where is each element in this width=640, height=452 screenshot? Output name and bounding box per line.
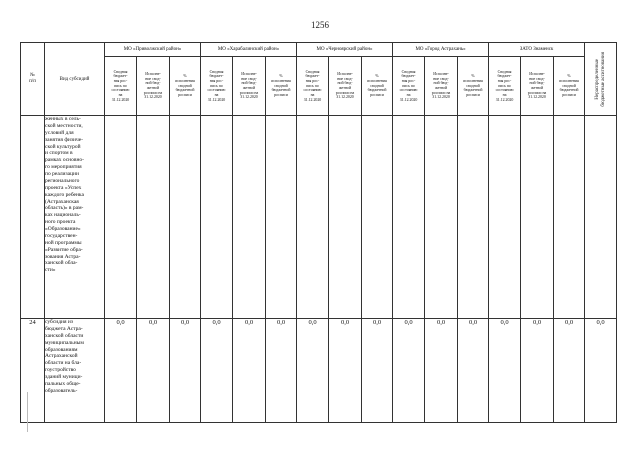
value-cell: 0,0 [425, 319, 458, 423]
header-sub-2-2: % исполнения сводной бюджетной росписи [362, 57, 393, 116]
subsidy-type-line: ках националь- [45, 212, 81, 219]
table-row [21, 116, 617, 319]
value-cell: 0,0 [554, 319, 585, 423]
header-mo-2: МО «Черноярский район» [297, 43, 393, 57]
header-sub-1-2: % исполнения сводной бюджетной росписи [266, 57, 297, 116]
value-cell [585, 116, 617, 319]
subsidy-type-line: зданий муници- [45, 374, 83, 380]
header-sub-2-1: Исполне- ние свод- ной бюд- жетной росписи на 31.12.2020 [329, 57, 362, 116]
header-sub-0-1: Исполне- ние свод- ной бюд- жетной росписи на 31.12.2020 [137, 57, 170, 116]
subsidy-type-line: государствен- [45, 232, 78, 239]
subsidy-type-line: Астраханской [45, 353, 78, 360]
header-sub-3-2: % исполнения сводной бюджетной росписи [458, 57, 489, 116]
value-cell: 0,0 [458, 319, 489, 423]
subsidy-type-line: ханской области [45, 332, 84, 339]
value-cell: 0,0 [585, 319, 617, 423]
header-sub-0-2: % исполнения сводной бюджетной росписи [170, 57, 201, 116]
value-cell [170, 116, 201, 319]
header-sub-1-0: Сводная бюджет- ная рос- пись по состоянию на 31.12.2020 [201, 57, 233, 116]
subsidy-type-text [45, 116, 105, 319]
subsidy-type-line: гоустройство [45, 367, 76, 374]
value-cell: 0,0 [329, 319, 362, 423]
subsidy-type-line: регионального [45, 177, 80, 184]
subsidy-type-line: образованиям [45, 346, 78, 353]
row-number: 24 [21, 319, 45, 423]
header-sub-0-0: Сводная бюджет- ная рос- пись по состоянию на 31.12.2020 [105, 57, 137, 116]
subsidy-type-line: каждого ребенка [45, 191, 84, 198]
header-num: № п/п [21, 43, 45, 116]
header-subsidy-type: Вид субсидий [45, 43, 105, 116]
value-cell [489, 116, 521, 319]
header-sub-4-1: Исполне- ние свод- ной бюд- жетной росписи на 31.12.2020 [521, 57, 554, 116]
subsidy-type-line: область)» в рам- [45, 205, 84, 212]
value-cell [105, 116, 137, 319]
subsidy-type-line: ного проекта [45, 219, 76, 226]
value-cell: 0,0 [489, 319, 521, 423]
header-sub-1-1: Исполне- ние свод- ной бюд- жетной росписи на 31.12.2020 [233, 57, 266, 116]
value-cell: 0,0 [393, 319, 425, 423]
header-unallocated: Нераспределенные бюджетные ассигнования [585, 43, 617, 116]
value-cell: 0,0 [170, 319, 201, 423]
subsidy-type-line: по реализации [45, 171, 79, 177]
value-cell: 0,0 [233, 319, 266, 423]
header-sub-3-0: Сводная бюджет- ная рос- пись по состоянию на 31.12.2020 [393, 57, 425, 116]
subsidy-type-line: пальных обще- [45, 380, 81, 387]
header-mo-1: МО «Харабалинский район» [201, 43, 297, 57]
subsidy-type-text [45, 319, 105, 423]
subsidy-type-line: занятия физиче- [45, 136, 84, 143]
subsidy-type-line: сти» [45, 267, 56, 274]
subsidy-type-line: «Развитие обра- [45, 246, 83, 253]
value-cell: 0,0 [105, 319, 137, 423]
table-body [21, 116, 617, 423]
subsidy-type-line: (Астраханская [45, 198, 79, 205]
subsidy-table [20, 42, 617, 423]
value-cell: 0,0 [521, 319, 554, 423]
header-sub-2-0: Сводная бюджет- ная рос- пись по состоянию на 31.12.2020 [297, 57, 329, 116]
value-cell [201, 116, 233, 319]
value-cell [266, 116, 297, 319]
subsidy-type-line: муниципальным [45, 339, 84, 346]
value-cell [233, 116, 266, 319]
subsidy-type-line: «Образование» [45, 226, 81, 232]
subsidy-type-line: ской местности, [45, 122, 83, 129]
subsidy-type-line: рамках основно- [45, 157, 84, 164]
subsidy-type-line: зования Астра- [45, 253, 81, 260]
value-cell [425, 116, 458, 319]
header-sub-4-2: % исполнения сводной бюджетной росписи [554, 57, 585, 116]
table-header-sub-row [21, 57, 617, 116]
margin-line [27, 392, 28, 432]
subsidy-type-line: образователь- [45, 387, 78, 394]
subsidy-type-line: проекта «Успех [45, 184, 82, 191]
value-cell [521, 116, 554, 319]
value-cell [393, 116, 425, 319]
subsidy-type-line: ской культурой [45, 143, 81, 150]
row-number [21, 116, 45, 319]
subsidy-type-line: субсидия из [45, 319, 73, 325]
subsidy-type-line: го мероприятия [45, 164, 82, 171]
value-cell [554, 116, 585, 319]
header-sub-4-0: Сводная бюджет- ная рос- пись по состоянию на 31.12.2020 [489, 57, 521, 116]
value-cell [458, 116, 489, 319]
header-mo-0: МО «Приволжский район» [105, 43, 201, 57]
header-mo-3: МО «Город Астрахань» [393, 43, 489, 57]
table-row [21, 319, 617, 423]
value-cell: 0,0 [362, 319, 393, 423]
value-cell [329, 116, 362, 319]
subsidy-type-line: женных в сель- [45, 116, 81, 122]
value-cell [362, 116, 393, 319]
value-cell [137, 116, 170, 319]
value-cell: 0,0 [297, 319, 329, 423]
subsidy-type-line: области на бла- [45, 360, 82, 367]
value-cell: 0,0 [137, 319, 170, 423]
subsidy-type-line: ной программы [45, 239, 82, 246]
header-sub-3-1: Исполне- ние свод- ной бюд- жетной росписи на 31.12.2020 [425, 57, 458, 116]
table-header-mo-row [21, 43, 617, 57]
subsidy-type-line: бюджета Астра- [45, 325, 83, 332]
subsidy-type-line: ханской обла- [45, 260, 78, 267]
value-cell [297, 116, 329, 319]
value-cell: 0,0 [201, 319, 233, 423]
subsidy-type-line: и спортом в [45, 150, 73, 157]
page-number: 1256 [311, 20, 329, 30]
header-mo-4: ЗАТО Знаменск [489, 43, 585, 57]
subsidy-type-line: условий для [45, 129, 74, 136]
value-cell: 0,0 [266, 319, 297, 423]
